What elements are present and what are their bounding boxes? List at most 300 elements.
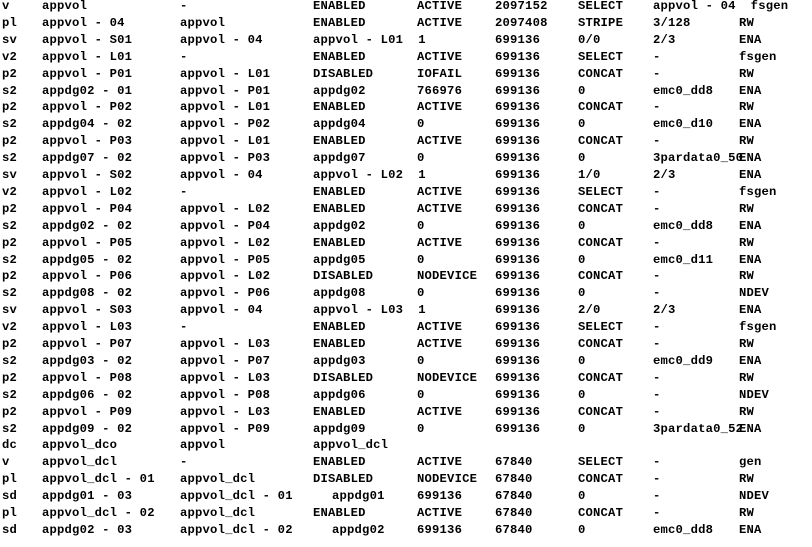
cell-type: s2 bbox=[2, 387, 18, 402]
cell-assoc: appvol - L01 bbox=[180, 66, 271, 81]
cell-assoc: - bbox=[180, 320, 188, 335]
cell-disk: appdg01 bbox=[332, 489, 385, 504]
cell-type: sv bbox=[2, 303, 18, 318]
cell-mode: NDEV bbox=[739, 489, 770, 504]
listing-row bbox=[0, 218, 812, 235]
cell-length: 699136 bbox=[495, 49, 541, 64]
cell-state: ACTIVE bbox=[417, 455, 463, 470]
cell-kstate: appdg02 bbox=[313, 218, 366, 233]
cell-type: s2 bbox=[2, 421, 18, 436]
cell-layout: 0 bbox=[578, 83, 586, 98]
cell-ncol: 3pardata0_50 bbox=[653, 151, 744, 166]
cell-state: 0 bbox=[417, 117, 425, 132]
cell-assoc: appvol - 04 bbox=[180, 32, 263, 47]
cell-state: IOFAIL bbox=[417, 66, 463, 81]
cell-layout: SELECT bbox=[578, 320, 624, 335]
cell-mode: RW bbox=[739, 15, 755, 30]
cell-kstate: ENABLED bbox=[313, 404, 366, 419]
cell-mode: RW bbox=[739, 370, 755, 385]
cell-assoc: appvol - P03 bbox=[180, 151, 271, 166]
cell-type: sv bbox=[2, 168, 18, 182]
cell-kstate: appdg08 bbox=[313, 286, 366, 301]
cell-ncol: - bbox=[653, 235, 661, 250]
cell-state: 766976 bbox=[417, 83, 463, 98]
cell-kstate: appvol - L01 1 bbox=[313, 32, 426, 47]
cell-assoc: appvol_dcl bbox=[180, 506, 256, 520]
cell-mode: ENA bbox=[739, 218, 762, 233]
cell-disk: appdg02 bbox=[332, 522, 385, 537]
cell-state: ACTIVE bbox=[417, 100, 463, 115]
cell-type: p2 bbox=[2, 269, 18, 284]
cell-layout: CONCAT bbox=[578, 370, 624, 385]
cell-type: sv bbox=[2, 32, 18, 47]
cell-layout: 0 bbox=[578, 353, 586, 368]
cell-kstate: appvol - L02 1 bbox=[313, 168, 426, 182]
cell-length: 699136 bbox=[495, 252, 541, 267]
cell-type: s2 bbox=[2, 286, 18, 301]
cell-type: s2 bbox=[2, 151, 18, 166]
cell-length: 699136 bbox=[495, 303, 541, 318]
cell-layout: 0/0 bbox=[578, 32, 601, 47]
cell-kstate: ENABLED bbox=[313, 235, 366, 250]
cell-type: v bbox=[2, 455, 10, 470]
listing-row bbox=[0, 167, 812, 184]
cell-length: 699136 bbox=[495, 134, 541, 149]
cell-mode: fsgen bbox=[739, 184, 777, 199]
listing-row bbox=[0, 235, 812, 252]
cell-ncol: - bbox=[653, 489, 661, 504]
cell-name: appvol - P08 bbox=[42, 370, 133, 385]
cell-assoc: appvol - P04 bbox=[180, 218, 271, 233]
cell-mode: RW bbox=[739, 100, 755, 115]
cell-assoc: appvol - L02 bbox=[180, 235, 271, 250]
cell-ncol: - bbox=[653, 134, 661, 149]
cell-length: 699136 bbox=[495, 286, 541, 301]
listing-row bbox=[0, 471, 812, 488]
cell-assoc: appvol - 04 bbox=[180, 168, 263, 182]
cell-ncol: 2/3 bbox=[653, 168, 676, 182]
cell-length: 699136 bbox=[495, 66, 541, 81]
cell-assoc: appvol - P07 bbox=[180, 353, 271, 368]
cell-assoc: appvol - L03 bbox=[180, 337, 271, 351]
cell-layout: 0 bbox=[578, 489, 586, 504]
cell-mode: NDEV bbox=[739, 286, 770, 301]
listing-row bbox=[0, 15, 812, 32]
cell-layout: 2/0 bbox=[578, 303, 601, 318]
cell-state: 0 bbox=[417, 421, 425, 436]
cell-kstate: appdg04 bbox=[313, 117, 366, 132]
cell-length: 67840 bbox=[495, 489, 533, 504]
cell-ncol: - bbox=[653, 49, 661, 64]
cell-type: s2 bbox=[2, 117, 18, 132]
listing-row bbox=[0, 353, 812, 370]
cell-name: appvol - L02 bbox=[42, 184, 133, 199]
cell-assoc: appvol - 04 bbox=[180, 303, 263, 318]
cell-kstate: ENABLED bbox=[313, 320, 366, 335]
cell-mode: NDEV bbox=[739, 387, 770, 402]
cell-layout: 0 bbox=[578, 421, 586, 436]
cell-mode: RW bbox=[739, 472, 755, 487]
listing-row bbox=[0, 285, 812, 302]
cell-type: v2 bbox=[2, 320, 18, 335]
cell-mode: fsgen bbox=[739, 320, 777, 335]
cell-state: 0 bbox=[417, 218, 425, 233]
cell-ncol: - bbox=[653, 337, 661, 351]
cell-ncol: - bbox=[653, 506, 661, 520]
cell-name: appdg06 - 02 bbox=[42, 387, 133, 402]
cell-name: appdg02 - 01 bbox=[42, 83, 133, 98]
cell-type: s2 bbox=[2, 252, 18, 267]
cell-length: 2097408 bbox=[495, 15, 548, 30]
cell-length: 699136 bbox=[495, 421, 541, 436]
cell-type: p2 bbox=[2, 66, 18, 81]
cell-length: 699136 bbox=[495, 32, 541, 47]
cell-state: NODEVICE bbox=[417, 472, 478, 487]
cell-length: 67840 bbox=[495, 506, 533, 520]
cell-ncol: - bbox=[653, 201, 661, 216]
cell-kstate: DISABLED bbox=[313, 66, 374, 81]
cell-ncol: - bbox=[653, 286, 661, 301]
cell-assoc: appvol bbox=[180, 15, 226, 30]
cell-kstate: appdg05 bbox=[313, 252, 366, 267]
cell-assoc: appvol - L03 bbox=[180, 404, 271, 419]
cell-mode: ENA bbox=[739, 117, 762, 132]
cell-length: 699136 bbox=[495, 235, 541, 250]
cell-assoc: - bbox=[180, 0, 188, 13]
listing-row bbox=[0, 437, 812, 454]
cell-length: 699136 bbox=[495, 184, 541, 199]
cell-name: appdg05 - 02 bbox=[42, 252, 133, 267]
cell-kstate: ENABLED bbox=[313, 49, 366, 64]
cell-assoc: - bbox=[180, 49, 188, 64]
cell-assoc: - bbox=[180, 184, 188, 199]
cell-state: ACTIVE bbox=[417, 49, 463, 64]
cell-kstate: ENABLED bbox=[313, 506, 366, 520]
cell-assoc: appvol - P06 bbox=[180, 286, 271, 301]
cell-mode: ENA bbox=[739, 421, 762, 436]
cell-mode: ENA bbox=[739, 353, 762, 368]
cell-name: appvol - P04 bbox=[42, 201, 133, 216]
cell-assoc: appvol bbox=[180, 438, 226, 453]
cell-type: pl bbox=[2, 506, 18, 520]
cell-name: appdg03 - 02 bbox=[42, 353, 133, 368]
cell-state: ACTIVE bbox=[417, 15, 463, 30]
cell-ncol: - bbox=[653, 370, 661, 385]
cell-length: 699136 bbox=[495, 353, 541, 368]
listing-row bbox=[0, 99, 812, 116]
cell-state: ACTIVE bbox=[417, 235, 463, 250]
cell-name: appdg02 - 03 bbox=[42, 522, 133, 537]
cell-length: 699136 bbox=[495, 218, 541, 233]
cell-layout: CONCAT bbox=[578, 100, 624, 115]
cell-ncol: - bbox=[653, 387, 661, 402]
cell-kstate: ENABLED bbox=[313, 201, 366, 216]
cell-kstate: appdg07 bbox=[313, 151, 366, 166]
cell-kstate: appdg06 bbox=[313, 387, 366, 402]
cell-type: p2 bbox=[2, 100, 18, 115]
cell-layout: CONCAT bbox=[578, 235, 624, 250]
cell-length: 2097152 bbox=[495, 0, 548, 13]
cell-state: ACTIVE bbox=[417, 337, 463, 351]
cell-ncol: emc0_dd9 bbox=[653, 353, 714, 368]
cell-name: appvol - P02 bbox=[42, 100, 133, 115]
listing-row bbox=[0, 404, 812, 421]
listing-row bbox=[0, 133, 812, 150]
cell-assoc: appvol - L01 bbox=[180, 100, 271, 115]
cell-layout: 1/0 bbox=[578, 168, 601, 182]
cell-layout: 0 bbox=[578, 218, 586, 233]
cell-ncol: emc0_dd8 bbox=[653, 83, 714, 98]
cell-type: v bbox=[2, 0, 10, 13]
cell-length: 699136 bbox=[495, 387, 541, 402]
cell-kstate: appvol - L03 1 bbox=[313, 303, 426, 318]
cell-assoc: appvol - P05 bbox=[180, 252, 271, 267]
cell-mode: RW bbox=[739, 235, 755, 250]
cell-length: 699136 bbox=[495, 117, 541, 132]
cell-type: p2 bbox=[2, 201, 18, 216]
cell-layout: 0 bbox=[578, 522, 586, 537]
cell-name: appvol_dco bbox=[42, 438, 118, 453]
cell-mode: ENA bbox=[739, 32, 762, 47]
cell-assoc: appvol - P08 bbox=[180, 387, 271, 402]
cell-type: v2 bbox=[2, 49, 18, 64]
cell-type: s2 bbox=[2, 353, 18, 368]
cell-name: appvol - P06 bbox=[42, 269, 133, 284]
cell-ncol: 3pardata0_52 bbox=[653, 421, 744, 436]
cell-assoc: appvol - L02 bbox=[180, 201, 271, 216]
cell-name: appvol - P01 bbox=[42, 66, 133, 81]
cell-assoc: appvol - P02 bbox=[180, 117, 271, 132]
cell-mode: ENA bbox=[739, 168, 762, 182]
cell-length: 699136 bbox=[495, 83, 541, 98]
listing-row bbox=[0, 522, 812, 539]
cell-mode: RW bbox=[739, 269, 755, 284]
listing-row bbox=[0, 387, 812, 404]
cell-name: appvol - 04 bbox=[42, 15, 125, 30]
cell-layout: CONCAT bbox=[578, 134, 624, 149]
cell-type: pl bbox=[2, 472, 18, 487]
listing-row bbox=[0, 150, 812, 167]
cell-name: appvol - P03 bbox=[42, 134, 133, 149]
listing-row bbox=[0, 488, 812, 505]
cell-ncol: - bbox=[653, 472, 661, 487]
cell-mode: RW bbox=[739, 134, 755, 149]
cell-type: p2 bbox=[2, 404, 18, 419]
cell-state: ACTIVE bbox=[417, 506, 463, 520]
cell-layout: 0 bbox=[578, 117, 586, 132]
cell-layout: CONCAT bbox=[578, 337, 624, 351]
listing-row bbox=[0, 268, 812, 285]
cell-length: 699136 bbox=[495, 168, 541, 182]
cell-ncol: - bbox=[653, 269, 661, 284]
cell-kstate: 699136 bbox=[417, 522, 463, 537]
listing-row bbox=[0, 184, 812, 201]
listing-row bbox=[0, 32, 812, 49]
cell-ncol: emc0_d11 bbox=[653, 252, 714, 267]
cell-kstate: appdg09 bbox=[313, 421, 366, 436]
cell-kstate: appvol_dcl bbox=[313, 438, 389, 453]
cell-state: 0 bbox=[417, 286, 425, 301]
cell-state: ACTIVE bbox=[417, 0, 463, 13]
cell-layout: 0 bbox=[578, 286, 586, 301]
cell-layout: CONCAT bbox=[578, 201, 624, 216]
cell-ncol: - bbox=[653, 320, 661, 335]
cell-kstate: DISABLED bbox=[313, 472, 374, 487]
listing-row bbox=[0, 302, 812, 319]
cell-name: appvol - P09 bbox=[42, 404, 133, 419]
listing-row bbox=[0, 83, 812, 100]
listing-row bbox=[0, 49, 812, 66]
cell-state: 0 bbox=[417, 252, 425, 267]
cell-ncol: 2/3 bbox=[653, 32, 676, 47]
cell-name: appvol - L03 bbox=[42, 320, 133, 335]
cell-assoc: appvol_dcl - 02 bbox=[180, 522, 293, 537]
cell-layout: SELECT bbox=[578, 455, 624, 470]
cell-state: NODEVICE bbox=[417, 370, 478, 385]
cell-length: 699136 bbox=[495, 320, 541, 335]
cell-layout: SELECT bbox=[578, 0, 624, 13]
cell-state: ACTIVE bbox=[417, 201, 463, 216]
listing-row bbox=[0, 319, 812, 336]
listing-row bbox=[0, 201, 812, 218]
cell-name: appvol - P05 bbox=[42, 235, 133, 250]
cell-type: dc bbox=[2, 438, 18, 453]
cell-state: 0 bbox=[417, 151, 425, 166]
listing-row bbox=[0, 0, 812, 15]
cell-layout: CONCAT bbox=[578, 472, 624, 487]
cell-kstate: ENABLED bbox=[313, 100, 366, 115]
cell-type: p2 bbox=[2, 235, 18, 250]
cell-kstate: DISABLED bbox=[313, 269, 374, 284]
cell-layout: SELECT bbox=[578, 49, 624, 64]
cell-mode: RW bbox=[739, 506, 755, 520]
cell-mode: fsgen bbox=[739, 49, 777, 64]
cell-kstate: ENABLED bbox=[313, 184, 366, 199]
cell-length: 67840 bbox=[495, 472, 533, 487]
cell-length: 699136 bbox=[495, 151, 541, 166]
cell-ncol: - bbox=[653, 66, 661, 81]
cell-assoc: - bbox=[180, 455, 188, 470]
cell-ncol: appvol - 04 fsgen bbox=[653, 0, 789, 13]
cell-assoc: appvol - L02 bbox=[180, 269, 271, 284]
cell-mode: RW bbox=[739, 337, 755, 351]
cell-state: 0 bbox=[417, 353, 425, 368]
cell-length: 699136 bbox=[495, 337, 541, 351]
cell-type: p2 bbox=[2, 370, 18, 385]
cell-assoc: appvol - P09 bbox=[180, 421, 271, 436]
cell-name: appvol - S03 bbox=[42, 303, 133, 318]
cell-length: 67840 bbox=[495, 522, 533, 537]
cell-layout: 0 bbox=[578, 252, 586, 267]
cell-kstate: ENABLED bbox=[313, 337, 366, 351]
cell-mode: RW bbox=[739, 404, 755, 419]
cell-state: NODEVICE bbox=[417, 269, 478, 284]
cell-state: ACTIVE bbox=[417, 184, 463, 199]
cell-layout: STRIPE bbox=[578, 15, 624, 30]
cell-layout: SELECT bbox=[578, 184, 624, 199]
cell-type: v2 bbox=[2, 184, 18, 199]
cell-mode: RW bbox=[739, 66, 755, 81]
cell-kstate: appdg03 bbox=[313, 353, 366, 368]
cell-ncol: - bbox=[653, 404, 661, 419]
cell-type: pl bbox=[2, 15, 18, 30]
cell-name: appvol - P07 bbox=[42, 337, 133, 351]
cell-type: sd bbox=[2, 489, 18, 504]
cell-layout: CONCAT bbox=[578, 506, 624, 520]
cell-ncol: - bbox=[653, 455, 661, 470]
cell-assoc: appvol - L03 bbox=[180, 370, 271, 385]
cell-type: sd bbox=[2, 522, 18, 537]
cell-name: appvol_dcl - 02 bbox=[42, 506, 155, 520]
listing-row bbox=[0, 370, 812, 387]
cell-name: appvol_dcl - 01 bbox=[42, 472, 155, 487]
cell-mode: ENA bbox=[739, 151, 762, 166]
cell-name: appvol - S01 bbox=[42, 32, 133, 47]
listing-row bbox=[0, 116, 812, 133]
cell-name: appvol bbox=[42, 0, 88, 13]
cell-length: 699136 bbox=[495, 269, 541, 284]
cell-layout: CONCAT bbox=[578, 66, 624, 81]
cell-length: 699136 bbox=[495, 370, 541, 385]
cell-assoc: appvol - L01 bbox=[180, 134, 271, 149]
cell-assoc: appvol_dcl bbox=[180, 472, 256, 487]
cell-length: 699136 bbox=[495, 201, 541, 216]
cell-mode: ENA bbox=[739, 522, 762, 537]
cell-layout: 0 bbox=[578, 151, 586, 166]
cell-state: ACTIVE bbox=[417, 320, 463, 335]
cell-kstate: 699136 bbox=[417, 489, 463, 504]
cell-ncol: emc0_d10 bbox=[653, 117, 714, 132]
cell-name: appdg01 - 03 bbox=[42, 489, 133, 504]
cell-mode: ENA bbox=[739, 252, 762, 267]
cell-name: appvol_dcl bbox=[42, 455, 118, 470]
cell-ncol: - bbox=[653, 100, 661, 115]
listing-row bbox=[0, 454, 812, 471]
listing-row bbox=[0, 505, 812, 522]
cell-length: 699136 bbox=[495, 100, 541, 115]
cell-kstate: appdg02 bbox=[313, 83, 366, 98]
cell-type: s2 bbox=[2, 218, 18, 233]
cell-name: appvol - L01 bbox=[42, 49, 133, 64]
cell-name: appdg02 - 02 bbox=[42, 218, 133, 233]
cell-kstate: DISABLED bbox=[313, 370, 374, 385]
cell-type: s2 bbox=[2, 83, 18, 98]
cell-name: appdg09 - 02 bbox=[42, 421, 133, 436]
listing-row bbox=[0, 66, 812, 83]
listing-row bbox=[0, 336, 812, 353]
cell-layout: CONCAT bbox=[578, 269, 624, 284]
cell-state: ACTIVE bbox=[417, 404, 463, 419]
cell-state: 0 bbox=[417, 387, 425, 402]
cell-mode: ENA bbox=[739, 83, 762, 98]
cell-type: p2 bbox=[2, 134, 18, 149]
cell-layout: CONCAT bbox=[578, 404, 624, 419]
cell-mode: gen bbox=[739, 455, 762, 470]
cell-kstate: ENABLED bbox=[313, 134, 366, 149]
cell-mode: RW bbox=[739, 201, 755, 216]
cell-kstate: ENABLED bbox=[313, 0, 366, 13]
cell-name: appdg07 - 02 bbox=[42, 151, 133, 166]
cell-ncol: emc0_dd8 bbox=[653, 218, 714, 233]
cell-name: appdg04 - 02 bbox=[42, 117, 133, 132]
listing-row bbox=[0, 421, 812, 438]
cell-type: p2 bbox=[2, 337, 18, 351]
cell-name: appdg08 - 02 bbox=[42, 286, 133, 301]
cell-ncol: emc0_dd8 bbox=[653, 522, 714, 537]
cell-length: 67840 bbox=[495, 455, 533, 470]
cell-state: ACTIVE bbox=[417, 134, 463, 149]
cell-ncol: 3/128 bbox=[653, 15, 691, 30]
